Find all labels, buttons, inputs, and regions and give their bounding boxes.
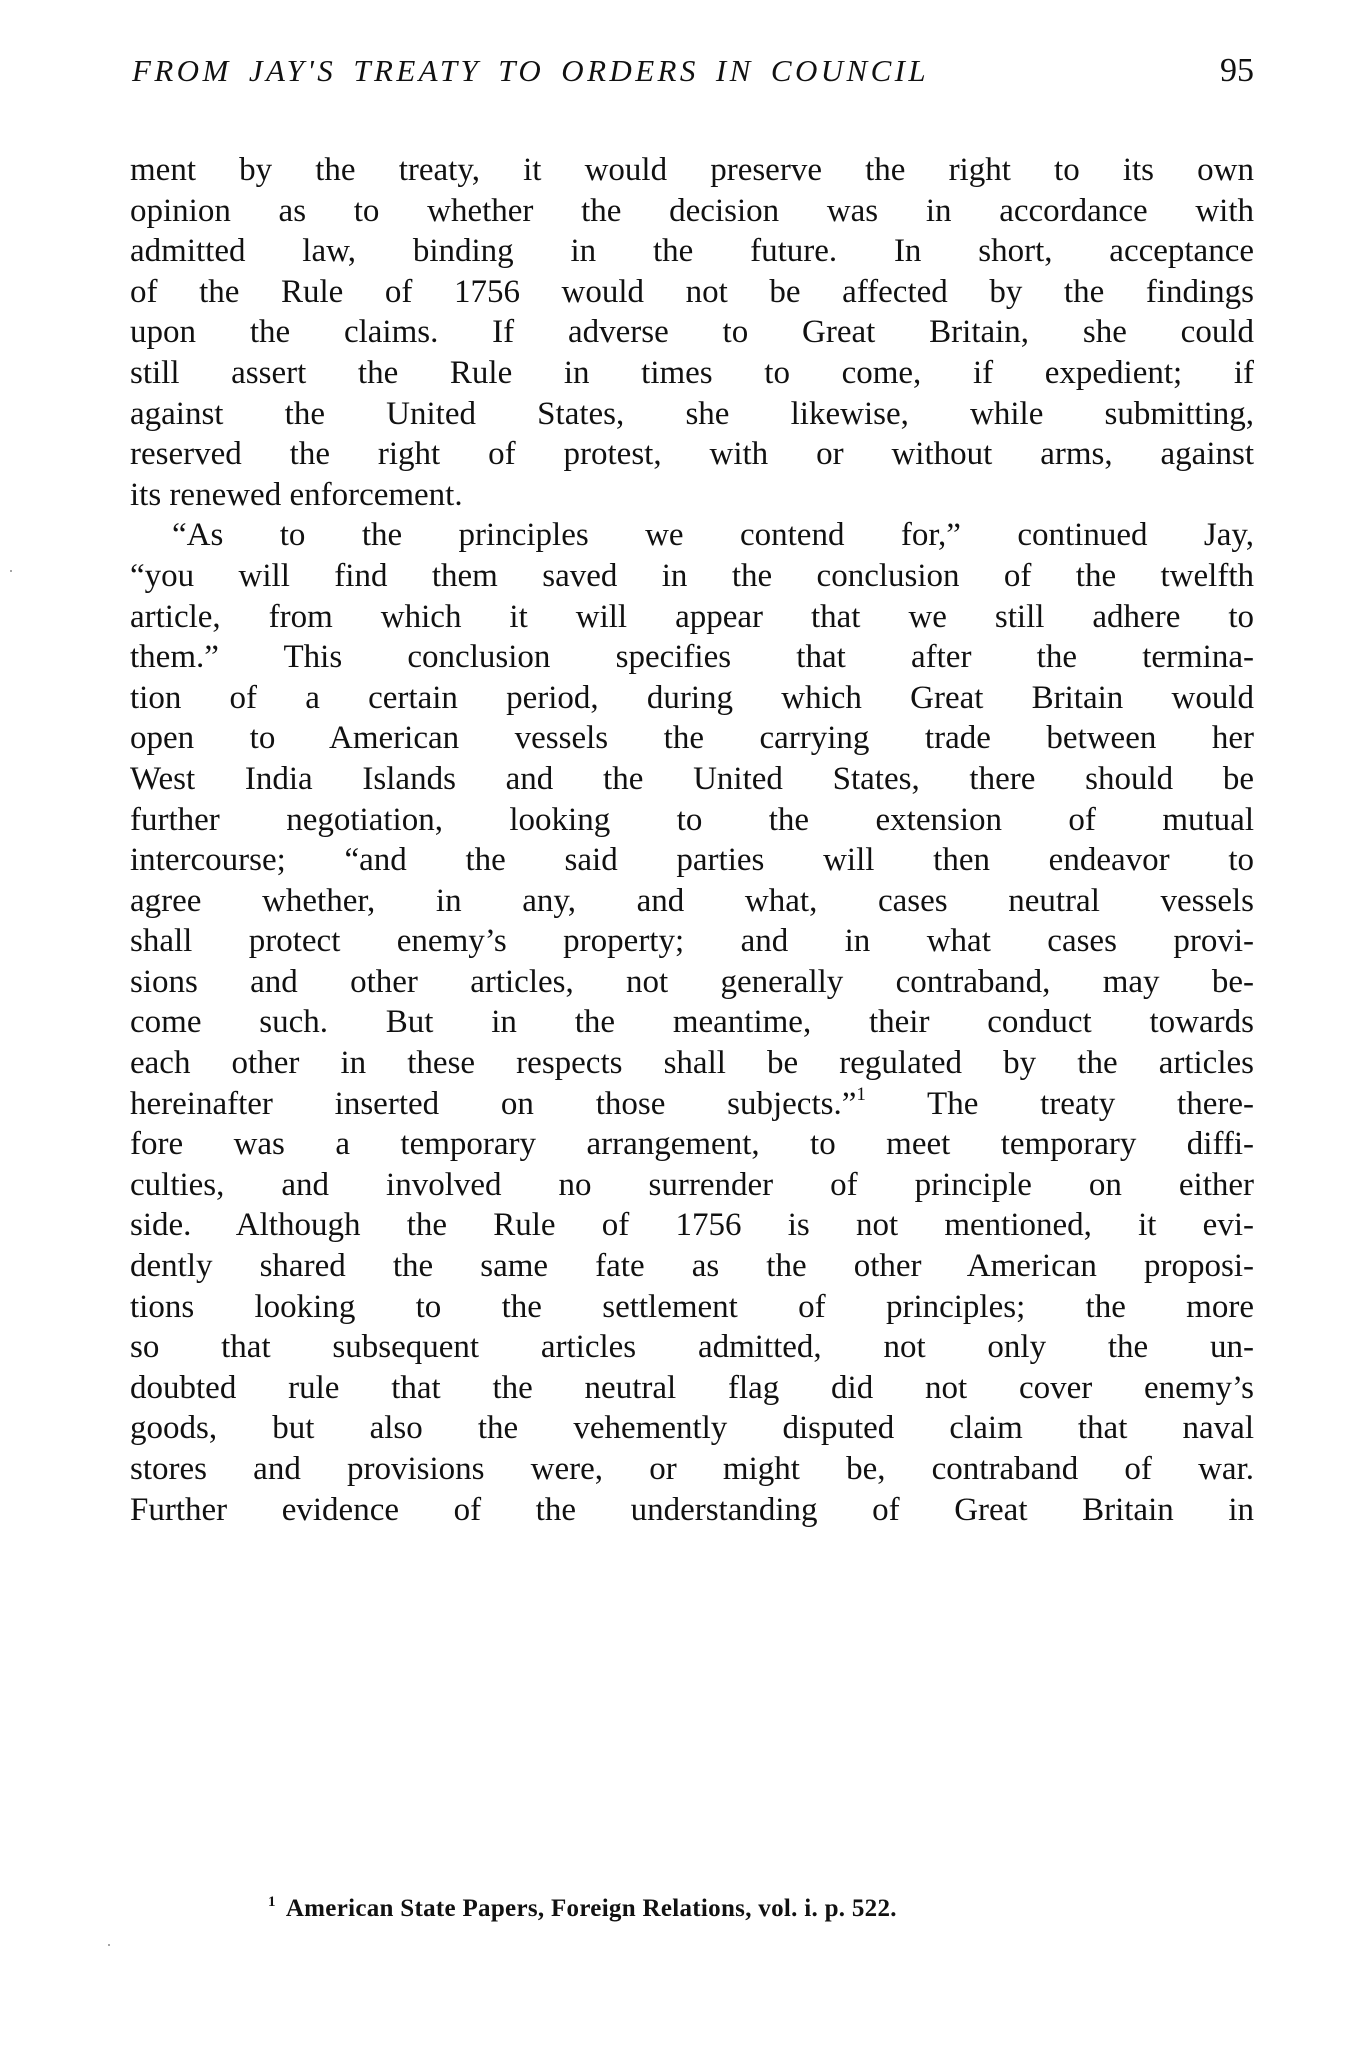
running-head xyxy=(132,52,1254,102)
text-line: against the United States, she likewise, while submitting, xyxy=(130,395,1254,432)
text-line: sions and other articles, not generally contraband, may be- xyxy=(130,963,1254,1000)
text-line: side. Although the Rule of 1756 is not mentioned, it evi- xyxy=(130,1207,1254,1244)
body-text xyxy=(130,150,1254,1530)
footnote-text: American State Papers, Foreign Relations, vol. i. p. 522. xyxy=(285,1895,897,1922)
text-line: “you will find them saved in the conclusion of the twelfth xyxy=(130,557,1254,594)
running-title: FROM JAY'S TREATY TO ORDERS IN COUNCIL xyxy=(132,53,930,88)
text-line: article, from which it will appear that we still adhere to xyxy=(130,598,1254,635)
text-line: agree whether, in any, and what, cases neutral vessels xyxy=(130,882,1254,919)
text-line: open to American vessels the carrying trade between her xyxy=(130,720,1254,757)
text-line: reserved the right of protest, with or without arms, against xyxy=(130,436,1254,473)
text-line: intercourse; “and the said parties will then endeavor to xyxy=(130,842,1254,879)
text-fragment: hereinafter inserted on those subjects.” xyxy=(130,1085,857,1122)
text-line: dently shared the same fate as the other American proposi- xyxy=(130,1248,1254,1285)
footnote-marker: 1 xyxy=(268,1894,276,1910)
text-line: goods, but also the vehemently disputed claim that naval xyxy=(130,1410,1254,1447)
text-line: admitted law, binding in the future. In short, acceptance xyxy=(130,233,1254,270)
text-line: come such. But in the meantime, their conduct towards xyxy=(130,1004,1254,1041)
text-line: stores and provisions were, or might be, contraband of war. xyxy=(130,1451,1254,1487)
footnote xyxy=(268,1895,897,1923)
text-line: upon the claims. If adverse to Great Britain, she could xyxy=(130,314,1254,351)
page-number: 95 xyxy=(1220,52,1254,89)
text-line: West India Islands and the United States, there should be xyxy=(130,760,1254,797)
text-line: of the Rule of 1756 would not be affected by the findings xyxy=(130,273,1254,310)
text-line-with-footnote-ref xyxy=(130,1084,1254,1125)
text-line: tions looking to the settlement of principles; the more xyxy=(130,1288,1254,1325)
text-line: Further evidence of the understanding of Great Britain in xyxy=(130,1491,1254,1528)
scan-speck xyxy=(108,1944,110,1946)
text-line: fore was a temporary arrangement, to meet temporary diffi- xyxy=(130,1126,1254,1163)
text-line: opinion as to whether the decision was in accordance with xyxy=(130,192,1254,229)
paragraph-start-line: “As to the principles we contend for,” continued Jay, xyxy=(172,517,1254,554)
text-line: further negotiation, looking to the extension of mutual xyxy=(130,801,1254,838)
text-line: each other in these respects shall be regulated by the articles xyxy=(130,1045,1254,1082)
text-line: doubted rule that the neutral flag did not cover enemy’s xyxy=(130,1369,1254,1406)
text-line: so that subsequent articles admitted, not only the un- xyxy=(130,1329,1254,1366)
text-line: them.” This conclusion specifies that after the termina- xyxy=(130,639,1254,676)
footnote-reference[interactable]: 1 xyxy=(856,1083,866,1105)
paragraph-end-line: its renewed enforcement. xyxy=(130,476,463,513)
text-line: culties, and involved no surrender of principle on either xyxy=(130,1166,1254,1203)
text-line: tion of a certain period, during which Great Britain would xyxy=(130,679,1254,716)
scan-speck xyxy=(10,570,12,572)
text-fragment: The treaty there- xyxy=(865,1085,1254,1122)
text-line: shall protect enemy’s property; and in what cases provi- xyxy=(130,923,1254,960)
text-line: still assert the Rule in times to come, if expedient; if xyxy=(130,354,1254,391)
text-line: ment by the treaty, it would preserve the right to its own xyxy=(130,152,1254,188)
